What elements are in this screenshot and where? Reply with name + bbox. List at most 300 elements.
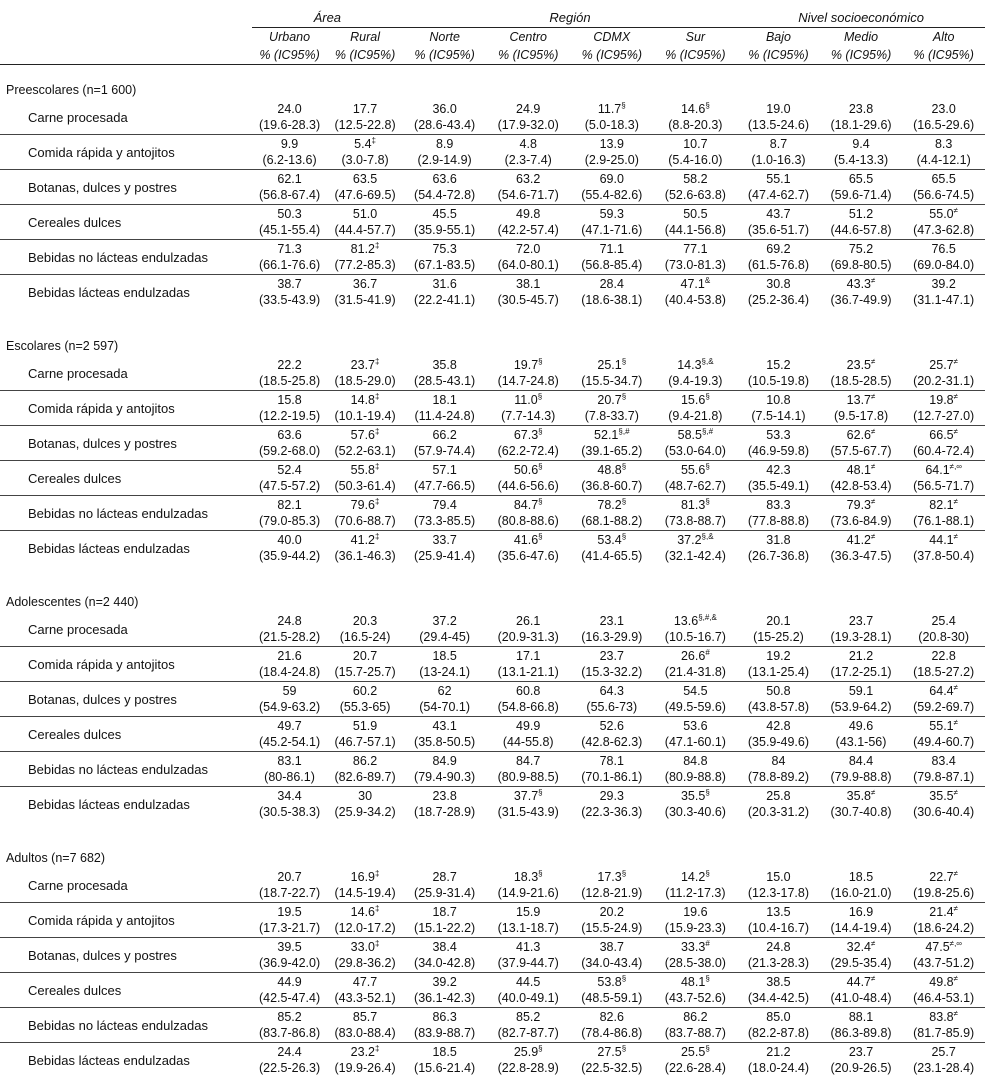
cell-value: 55.6 [680, 463, 706, 477]
cell-ci: (37.9-44.7) [497, 956, 559, 970]
data-cell [327, 1043, 403, 1078]
data-cell [252, 682, 328, 717]
cell-value: 41.2 [350, 533, 376, 547]
cell-value: 86.3 [432, 1010, 457, 1024]
cell-value: 20.1 [766, 614, 791, 628]
cell-value: 9.9 [280, 137, 299, 151]
data-cell [252, 205, 328, 240]
data-cell [820, 868, 903, 903]
data-cell [327, 868, 403, 903]
cell-ci: (40.4-53.8) [664, 293, 726, 307]
significance-mark: ‡ [375, 869, 380, 878]
cell-value: 82.6 [599, 1010, 624, 1024]
cell-ci: (73.8-88.7) [664, 514, 726, 528]
cell-value: 34.4 [277, 789, 302, 803]
data-cell [570, 100, 654, 135]
cell-ci: (78.4-86.8) [581, 1026, 643, 1040]
cell-ci: (55.6-73) [586, 700, 638, 714]
cell-value: 23.7 [599, 649, 624, 663]
data-cell [252, 1043, 328, 1078]
cell-value: 41.3 [516, 940, 541, 954]
cell-ci: (54.6-71.7) [497, 188, 559, 202]
cell-value: 39.5 [277, 940, 302, 954]
cell-value: 63.6 [432, 172, 457, 186]
significance-mark: § [705, 392, 710, 401]
cell-ci: (29.4-45) [419, 630, 470, 644]
cell-value: 24.8 [766, 940, 791, 954]
data-cell [737, 973, 820, 1008]
data-cell [820, 1008, 903, 1043]
data-cell [902, 240, 985, 275]
data-cell [327, 682, 403, 717]
significance-mark: § [621, 1044, 627, 1053]
data-cell [570, 496, 654, 531]
cell-value: 49.9 [516, 719, 541, 733]
cell-value: 81.2 [350, 242, 376, 256]
cell-ci: (43.7-52.6) [664, 991, 726, 1005]
cell-ci: (47.1-60.1) [664, 735, 726, 749]
cell-ci: (42.2-57.4) [497, 223, 559, 237]
cell-value: 50.3 [277, 207, 302, 221]
cell-ci: (78.8-89.2) [747, 770, 810, 784]
data-cell [327, 903, 403, 938]
cell-value: 19.6 [683, 905, 708, 919]
cell-value: 48.1 [680, 975, 706, 989]
cell-ci: (36.1-46.3) [334, 549, 396, 563]
cell-ci: (22.5-26.3) [258, 1061, 321, 1075]
data-cell [570, 973, 654, 1008]
cell-value: 75.3 [432, 242, 457, 256]
data-cell [486, 531, 570, 566]
cell-ci: (29.5-35.4) [830, 956, 892, 970]
data-cell [820, 1043, 903, 1078]
cell-ci: (15.7-25.7) [334, 665, 396, 679]
cell-value: 78.1 [599, 754, 624, 768]
cell-ci: (43.1-56) [835, 735, 887, 749]
significance-mark: ≠,∞ [949, 462, 962, 471]
data-cell [737, 868, 820, 903]
table-row [0, 787, 985, 822]
cell-ci: (12.5-22.8) [334, 118, 396, 132]
data-cell [252, 1008, 328, 1043]
cell-value: 35.5 [680, 789, 706, 803]
cell-value: 15.6 [680, 393, 706, 407]
significance-mark: §,& [701, 357, 714, 366]
cell-value: 18.5 [432, 1045, 457, 1059]
cell-value: 24.8 [277, 614, 302, 628]
cell-ci: (52.6-63.8) [664, 188, 726, 202]
cell-ci: (45.2-54.1) [258, 735, 321, 749]
cell-ci: (35.9-44.2) [258, 549, 321, 563]
data-cell [252, 973, 328, 1008]
data-cell [327, 787, 403, 822]
cell-value: 22.2 [277, 358, 302, 372]
table-row [0, 461, 985, 496]
cell-value: 14.8 [350, 393, 376, 407]
data-cell [737, 752, 820, 787]
data-cell [654, 787, 738, 822]
cell-ci: (30.7-40.8) [830, 805, 892, 819]
cell-ci: (18.7-22.7) [258, 886, 321, 900]
data-cell [252, 903, 328, 938]
column-header: Alto [932, 30, 955, 44]
data-cell [403, 100, 487, 135]
significance-mark: § [538, 532, 543, 541]
data-cell [327, 275, 403, 310]
cell-value: 55.1 [929, 719, 954, 733]
data-cell [403, 787, 487, 822]
cell-value: 84 [771, 754, 786, 768]
data-cell [902, 426, 985, 461]
cell-ci: (2.9-14.9) [417, 153, 472, 167]
row-label: Cereales dulces [0, 205, 252, 240]
data-cell [403, 135, 487, 170]
cell-ci: (13-24.1) [419, 665, 470, 679]
cell-ci: (56.8-85.4) [581, 258, 643, 272]
cell-value: 28.4 [599, 277, 624, 291]
cell-ci: (56.8-67.4) [258, 188, 321, 202]
cell-ci: (45.1-55.4) [258, 223, 321, 237]
cell-ci: (49.4-60.7) [913, 735, 975, 749]
consumption-table [0, 8, 985, 1077]
data-cell [820, 391, 903, 426]
cell-ci: (17.2-25.1) [830, 665, 892, 679]
data-cell [820, 496, 903, 531]
significance-mark: ≠ [953, 392, 959, 401]
cell-value: 88.1 [848, 1010, 874, 1024]
data-cell [486, 903, 570, 938]
cell-ci: (12.3-17.8) [747, 886, 810, 900]
cell-value: 77.1 [683, 242, 708, 256]
cell-ci: (18.6-38.1) [581, 293, 643, 307]
cell-value: 84.8 [683, 754, 708, 768]
data-cell [486, 1043, 570, 1078]
cell-ci: (32.1-42.4) [664, 549, 726, 563]
significance-mark: § [705, 462, 710, 471]
data-cell [403, 647, 487, 682]
cell-value: 57.1 [432, 463, 457, 477]
data-cell [902, 496, 985, 531]
cell-value: 38.4 [432, 940, 457, 954]
cell-ci: (36.3-47.5) [830, 549, 892, 563]
cell-ci: (80.9-88.5) [497, 770, 559, 784]
cell-ci: (36.1-42.3) [414, 991, 476, 1005]
table-row [0, 100, 985, 135]
data-cell [820, 717, 903, 752]
data-cell [654, 717, 738, 752]
cell-value: 43.7 [766, 207, 791, 221]
data-cell [327, 461, 403, 496]
data-cell [486, 496, 570, 531]
table-row [0, 938, 985, 973]
significance-mark: ≠ [953, 532, 959, 541]
row-label: Cereales dulces [0, 717, 252, 752]
stat-header: % (IC95%) [414, 48, 475, 62]
cell-value: 82.1 [277, 498, 302, 512]
significance-mark: ≠ [953, 718, 959, 727]
cell-value: 35.8 [846, 789, 872, 803]
data-cell [737, 275, 820, 310]
data-cell [486, 100, 570, 135]
cell-value: 57.6 [350, 428, 376, 442]
cell-value: 15.9 [516, 905, 541, 919]
cell-value: 49.6 [848, 719, 874, 733]
stat-header: % (IC95%) [497, 48, 559, 62]
section-title: Adolescentes (n=2 440) [6, 595, 139, 609]
data-cell [327, 752, 403, 787]
cell-value: 69.0 [599, 172, 624, 186]
cell-value: 25.7 [931, 1045, 956, 1059]
significance-mark: § [538, 462, 543, 471]
cell-ci: (2.9-25.0) [584, 153, 639, 167]
cell-ci: (18.7-28.9) [414, 805, 476, 819]
stat-header: % (IC95%) [913, 48, 974, 62]
cell-ci: (53.0-64.0) [664, 444, 726, 458]
cell-value: 59.1 [848, 684, 874, 698]
data-cell [252, 496, 328, 531]
cell-ci: (9.4-21.8) [668, 409, 723, 423]
data-cell [570, 205, 654, 240]
data-cell [902, 1043, 985, 1078]
data-cell [327, 531, 403, 566]
data-cell [327, 1008, 403, 1043]
cell-value: 79.6 [350, 498, 376, 512]
cell-value: 85.7 [352, 1010, 378, 1024]
cell-value: 20.7 [277, 870, 302, 884]
significance-mark: ≠ [871, 392, 876, 401]
stat-header: % (IC95%) [259, 48, 320, 62]
cell-ci: (10.1-19.4) [334, 409, 396, 423]
data-cell [902, 903, 985, 938]
significance-mark: ≠ [871, 497, 876, 506]
significance-mark: ≠ [871, 427, 876, 436]
data-cell [654, 531, 738, 566]
significance-mark: ≠ [953, 357, 959, 366]
cell-value: 49.7 [277, 719, 302, 733]
cell-value: 49.8 [516, 207, 541, 221]
significance-mark: ‡ [375, 241, 380, 250]
stat-header: % (IC95%) [581, 48, 642, 62]
data-cell [486, 647, 570, 682]
data-cell [327, 938, 403, 973]
cell-ci: (43.7-51.2) [913, 956, 975, 970]
data-cell [654, 275, 738, 310]
data-cell [327, 612, 403, 647]
row-label: Carne procesada [0, 100, 252, 135]
column-header: Centro [509, 30, 547, 44]
cell-value: 83.3 [766, 498, 791, 512]
cell-value: 21.4 [929, 905, 954, 919]
data-cell [820, 973, 903, 1008]
column-header: Urbano [269, 30, 311, 44]
cell-value: 33.0 [350, 940, 376, 954]
data-cell [820, 531, 903, 566]
data-cell [902, 612, 985, 647]
data-cell [252, 135, 328, 170]
data-cell [252, 647, 328, 682]
data-cell [403, 973, 487, 1008]
cell-ci: (81.7-85.9) [913, 1026, 975, 1040]
data-cell [654, 356, 738, 391]
cell-ci: (37.8-50.4) [913, 549, 975, 563]
cell-ci: (43.8-57.8) [747, 700, 810, 714]
data-cell [737, 717, 820, 752]
cell-value: 42.3 [766, 463, 791, 477]
cell-value: 72.0 [516, 242, 541, 256]
cell-ci: (26.7-36.8) [747, 549, 810, 563]
data-cell [327, 170, 403, 205]
cell-ci: (79.9-88.8) [830, 770, 892, 784]
data-cell [737, 170, 820, 205]
cell-value: 14.6 [680, 102, 706, 116]
cell-ci: (68.1-88.2) [581, 514, 643, 528]
data-cell [820, 682, 903, 717]
cell-value: 17.3 [597, 870, 622, 884]
data-cell [654, 240, 738, 275]
data-cell [252, 275, 328, 310]
cell-value: 65.5 [931, 172, 956, 186]
data-cell [654, 682, 738, 717]
cell-ci: (48.5-59.1) [581, 991, 643, 1005]
cell-ci: (15.1-22.2) [414, 921, 476, 935]
cell-ci: (5.4-16.0) [668, 153, 723, 167]
cell-value: 52.6 [599, 719, 624, 733]
data-cell [403, 205, 487, 240]
cell-ci: (4.4-12.1) [916, 153, 971, 167]
data-cell [654, 612, 738, 647]
cell-value: 60.8 [516, 684, 541, 698]
cell-value: 10.8 [766, 393, 791, 407]
cell-value: 14.3 [677, 358, 702, 372]
data-cell [654, 973, 738, 1008]
cell-value: 20.7 [352, 649, 378, 663]
cell-ci: (21.4-31.8) [664, 665, 726, 679]
cell-ci: (50.3-61.4) [334, 479, 396, 493]
cell-ci: (9.4-19.3) [668, 374, 723, 388]
significance-mark: ≠ [953, 1009, 959, 1018]
data-cell [327, 973, 403, 1008]
cell-ci: (19.6-28.3) [258, 118, 321, 132]
cell-ci: (56.5-71.7) [913, 479, 975, 493]
cell-ci: (22.2-41.1) [414, 293, 476, 307]
cell-ci: (18.4-24.8) [258, 665, 321, 679]
cell-ci: (16.3-29.9) [581, 630, 643, 644]
cell-ci: (60.4-72.4) [913, 444, 975, 458]
cell-value: 38.7 [277, 277, 302, 291]
cell-value: 14.2 [680, 870, 706, 884]
cell-ci: (44.4-57.7) [334, 223, 396, 237]
cell-value: 38.1 [516, 277, 541, 291]
cell-value: 22.7 [929, 870, 954, 884]
cell-value: 63.5 [352, 172, 378, 186]
data-cell [902, 391, 985, 426]
cell-ci: (49.5-59.6) [664, 700, 726, 714]
data-cell [570, 787, 654, 822]
data-cell [654, 496, 738, 531]
cell-value: 51.9 [352, 719, 378, 733]
section-title: Adultos (n=7 682) [6, 851, 106, 865]
cell-ci: (40.0-49.1) [497, 991, 559, 1005]
data-cell [737, 391, 820, 426]
table-row [0, 717, 985, 752]
row-label: Comida rápida y antojitos [0, 647, 252, 682]
cell-ci: (3.0-7.8) [341, 153, 389, 167]
data-cell [252, 170, 328, 205]
cell-ci: (16.5-29.6) [913, 118, 975, 132]
data-cell [654, 938, 738, 973]
data-cell [486, 275, 570, 310]
cell-value: 53.3 [766, 428, 791, 442]
cell-ci: (73.3-85.5) [414, 514, 476, 528]
column-header: Sur [685, 30, 706, 44]
cell-value: 40.0 [277, 533, 302, 547]
cell-value: 11.7 [597, 102, 622, 116]
cell-value: 69.2 [766, 242, 791, 256]
data-cell [327, 205, 403, 240]
cell-ci: (57.5-67.7) [830, 444, 892, 458]
cell-ci: (80-86.1) [264, 770, 315, 784]
significance-mark: ‡ [375, 427, 380, 436]
cell-value: 85.0 [766, 1010, 791, 1024]
data-cell [403, 391, 487, 426]
data-cell [327, 240, 403, 275]
data-cell [486, 240, 570, 275]
cell-ci: (61.5-76.8) [747, 258, 810, 272]
row-label: Botanas, dulces y postres [0, 170, 252, 205]
cell-value: 25.4 [931, 614, 956, 628]
data-cell [737, 938, 820, 973]
cell-ci: (15.3-32.2) [581, 665, 643, 679]
significance-mark: ≠ [953, 974, 959, 983]
cell-value: 25.8 [766, 789, 791, 803]
data-cell [570, 240, 654, 275]
cell-ci: (18.5-28.5) [830, 374, 892, 388]
cell-ci: (44.6-56.6) [497, 479, 559, 493]
significance-mark: § [538, 357, 543, 366]
stat-header: % (IC95%) [748, 48, 809, 62]
table-row [0, 1043, 985, 1078]
cell-value: 85.2 [277, 1010, 302, 1024]
significance-mark: ≠,∞ [949, 939, 962, 948]
cell-ci: (47.1-71.6) [581, 223, 643, 237]
significance-mark: § [537, 392, 543, 401]
cell-value: 25.7 [929, 358, 954, 372]
row-label: Bebidas no lácteas endulzadas [0, 496, 252, 531]
data-cell [252, 461, 328, 496]
cell-value: 27.5 [597, 1045, 622, 1059]
data-cell [737, 1008, 820, 1043]
data-cell [327, 356, 403, 391]
data-cell [403, 903, 487, 938]
significance-mark: ≠ [953, 206, 959, 215]
cell-ci: (77.8-88.8) [747, 514, 810, 528]
cell-value: 71.3 [277, 242, 302, 256]
cell-value: 23.7 [848, 614, 874, 628]
data-cell [570, 903, 654, 938]
cell-ci: (80.8-88.6) [497, 514, 559, 528]
cell-value: 31.8 [766, 533, 791, 547]
data-cell [654, 426, 738, 461]
cell-value: 62 [437, 684, 452, 698]
cell-ci: (79.4-90.3) [414, 770, 476, 784]
data-cell [403, 938, 487, 973]
row-label: Bebidas lácteas endulzadas [28, 284, 190, 300]
significance-mark: § [621, 532, 627, 541]
cell-value: 43.1 [432, 719, 457, 733]
table-row [0, 531, 985, 566]
cell-ci: (14.5-19.4) [334, 886, 396, 900]
cell-value: 16.9 [848, 905, 874, 919]
